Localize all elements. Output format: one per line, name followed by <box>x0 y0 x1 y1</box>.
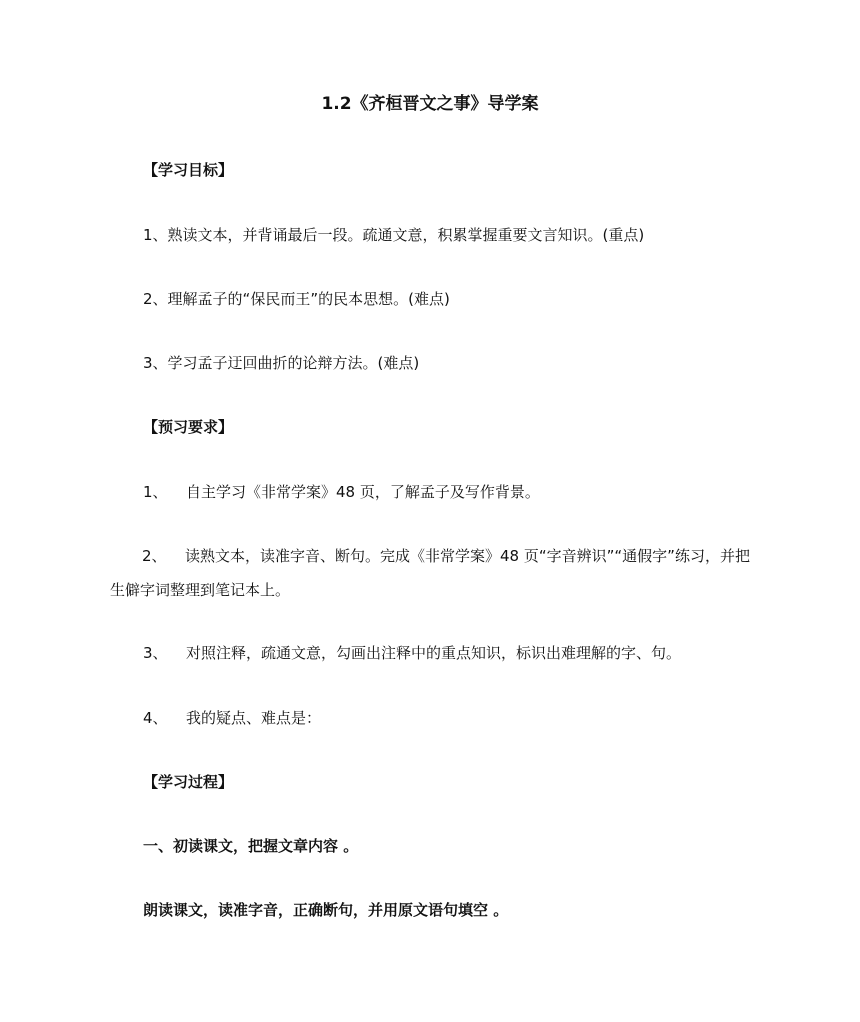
preview-heading: 【预习要求】 <box>143 418 234 436</box>
objectives-heading: 【学习目标】 <box>143 161 234 179</box>
preview-item-text: 自主学习《非常学案》48 页，了解孟子及写作背景。 <box>186 483 540 501</box>
preview-item-1 <box>143 482 540 502</box>
preview-item-text: 对照注释，疏通文意，勾画出注释中的重点知识，标识出难理解的字、句。 <box>186 644 682 662</box>
process-section-1: 一、初读课文，把握文章内容 。 <box>143 837 359 855</box>
objective-item-1: 1、熟读文本，并背诵最后一段。疏通文意，积累掌握重要文言知识。(重点) <box>143 226 645 244</box>
preview-item-number: 2、 <box>142 547 167 565</box>
preview-item-4 <box>143 708 321 728</box>
preview-item-number: 3、 <box>143 644 168 662</box>
preview-item-2 <box>110 539 760 607</box>
preview-item-text: 读熟文本，读准字音、断句。完成《非常学案》48 页“字音辨识”“通假字”练习，并把生僻字词整理到笔记本上。 <box>110 547 750 599</box>
objective-item-2: 2、理解孟子的“保民而王”的民本思想。(难点) <box>143 290 450 308</box>
preview-item-text: 我的疑点、难点是： <box>186 709 322 727</box>
process-task-1: 朗读课文，读准字音，正确断句，并用原文语句填空 。 <box>143 901 509 919</box>
preview-item-3 <box>143 643 681 663</box>
objective-item-3: 3、学习孟子迂回曲折的论辩方法。(难点) <box>143 354 420 372</box>
page-title: 1.2《齐桓晋文之事》导学案 <box>321 94 539 114</box>
process-heading: 【学习过程】 <box>143 773 234 791</box>
preview-item-number: 4、 <box>143 709 168 727</box>
preview-item-number: 1、 <box>143 483 168 501</box>
